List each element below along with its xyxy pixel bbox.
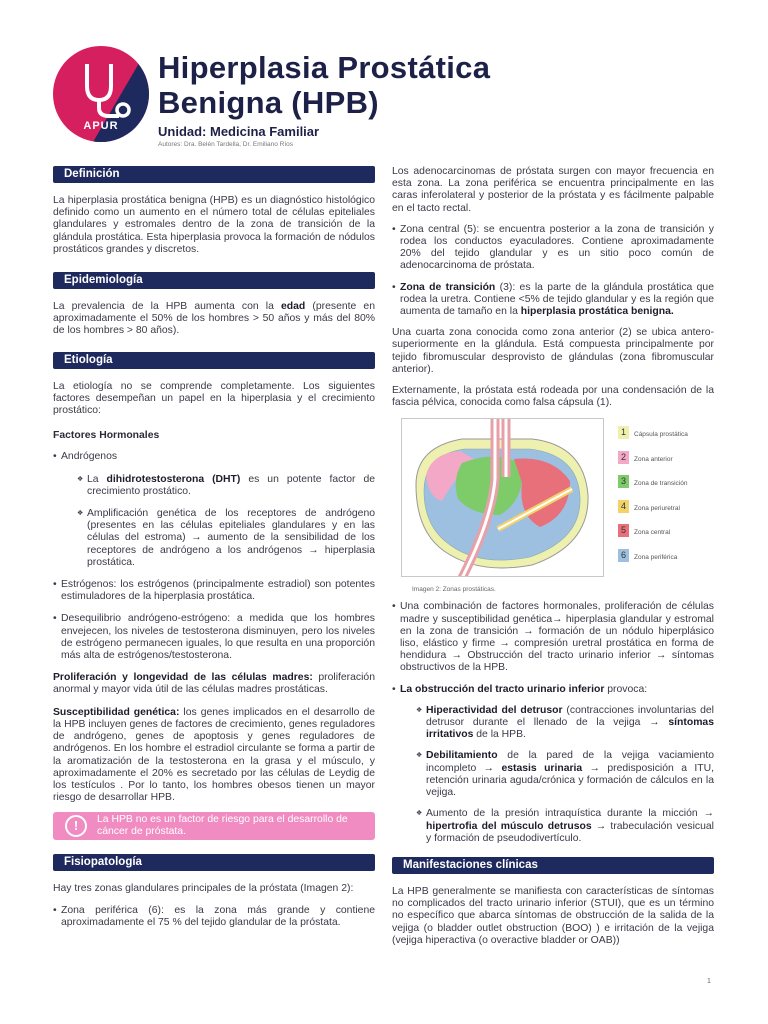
list-item-estrogenos: • Estrógenos: los estrógenos (principalmente estradiol) son potentes estimuladores de la hiperplasia prostática. bbox=[53, 579, 375, 603]
definicion-text: La hiperplasia prostática benigna (HPB) es un diagnóstico histológico definido como un aumento en el número total de células epiteliales glandulares y estromales dentro de la zona de transición de la glándula prostática. Esta hiperplasia provoca la formación de nódulos prostáticos grandes y discretos. bbox=[53, 195, 375, 255]
prostate-zones-figure: 1 Cápsula prostática 2 Zona anterior 3 Zona de transición 4 Zona periuretral 5 Zona central 6 Zona periférica Imagen 2: Zonas prostáticas. bbox=[392, 418, 714, 593]
page-title bbox=[158, 50, 490, 120]
capsula-text: Externamente, la próstata está rodeada por una condensación de la fascia pélvica, conocida como falsa cápsula (1). bbox=[392, 385, 714, 409]
factores-hormonales-heading: Factores Hormonales bbox=[53, 430, 160, 442]
list-item-dht: ❖ La dihidrotestosterona (DHT) es un potente factor de crecimiento prostático. bbox=[53, 474, 375, 498]
section-header-manifestaciones: Manifestaciones clínicas bbox=[392, 857, 714, 874]
list-item-zona-central: • Zona central (5): se encuentra posterior a la zona de transición y rodea los conductos eyaculadores. Contiene aproximadamente 20% del tejido glandular y es un sitio poco común de adenocarcinoma de próstata. bbox=[392, 224, 714, 273]
title-line-2: Benigna (HPB) bbox=[158, 85, 379, 120]
exclamation-icon: ! bbox=[65, 815, 87, 837]
apur-logo bbox=[53, 46, 149, 142]
adenocarcinomas-text: Los adenocarcinomas de próstata surgen con mayor frecuencia en esta zona. La zona periférica se encuentra principalmente en las caras inferolateral y posterior de la próstata y es fácilmente palpable en el tacto rectal. bbox=[392, 166, 714, 214]
epidemiologia-text: La prevalencia de la HPB aumenta con la edad (presente en aproximadamente el 50% de los hombres > 50 años y más del 80% de los hombres > 80 años). bbox=[53, 301, 375, 337]
proliferacion-text: Proliferación y longevidad de las células madres: proliferación anormal y mayor vida útil de las células madres prostáticas. bbox=[53, 672, 375, 696]
section-header-epidemiologia: Epidemiología bbox=[53, 272, 375, 289]
fisiopatologia-intro: Hay tres zonas glandulares principales de la próstata (Imagen 2): bbox=[53, 883, 354, 895]
alert-text: La HPB no es un factor de riesgo para el desarrollo de cáncer de próstata. bbox=[97, 814, 348, 838]
unit-label: Unidad: Medicina Familiar bbox=[158, 124, 320, 139]
section-header-fisiopatologia: Fisiopatología bbox=[53, 854, 375, 871]
alert-box bbox=[53, 812, 375, 840]
list-item-desequilibrio: • Desequilibrio andrógeno-estrógeno: a medida que los hombres envejecen, los niveles de testosterona disminuyen, pero los niveles de estrógeno permanecen iguales, lo que resulta en una proporción más alta de estrógenos/testosterona. bbox=[53, 613, 375, 662]
susceptibilidad-text: Susceptibilidad genética: los genes implicados en el desarrollo de la HPB incluyen genes de factores de crecimiento, genes reguladores de andrógeno, genes de apoptosis y genes reguladores de andrógenos. En los hombre el estradiol circulante se forma a partir de la aromatización de la testosterona en la grasa y el músculo, y aproximadamente el 20% es secretado por las células de Leydig de los testículos . Por lo tanto, los hombres obesos tienen un mayor riesgo de desarrollar HPB. bbox=[53, 706, 375, 804]
page-number: 1 bbox=[707, 978, 711, 985]
list-item-presion: ❖ Aumento de la presión intraquística durante la micción → hipertrofia del músculo detrusos → trabeculación vesicual y formación de pseudodivertículo. bbox=[392, 808, 714, 845]
section-header-etiologia: Etiología bbox=[53, 352, 375, 369]
cuarta-zona-text: Una cuarta zona conocida como zona anterior (2) se ubica antero-superiormente en la glándula. Está compuesta principalmente por tejido fibromuscular desprovisto de glándulas (zona fibromuscular anterior). bbox=[392, 327, 714, 375]
manifestaciones-text: La HPB generalmente se manifiesta con características de síntomas no complicados del tracto urinario inferior (STUI), que es un término no específico que abarca síntomas de obstrucción de la salida de la vejiga (o bladder outlet obstruction (BOO) ) e irritación de la vejiga (vejiga hiperactiva (o overactive bladder or OAB)) bbox=[392, 885, 714, 946]
etiologia-intro: La etiología no se comprende completamente. Los siguientes factores desempeñan un papel en la hiperplasia y el crecimiento prostático: bbox=[53, 380, 375, 417]
authors-label: Autores: Dra. Belén Tardella, Dr. Emiliano Ríos bbox=[158, 141, 293, 148]
section-header-definicion: Definición bbox=[53, 166, 375, 183]
list-item-androgenos: • Andrógenos bbox=[53, 451, 375, 463]
left-column bbox=[53, 166, 375, 929]
list-item-zona-periferica: • Zona periférica (6): es la zona más grande y contiene aproximadamente el 75 % del tejido glandular de la próstata. bbox=[53, 905, 375, 929]
list-item-zona-transicion: • Zona de transición (3): es la parte de la glándula prostática que rodea la uretra. Contiene <5% de tejido glandular y es la región que aumenta de tamaño en la hiperplasia prostática benigna. bbox=[392, 282, 714, 319]
logo-text: APUR bbox=[83, 120, 119, 132]
list-item-hiperactividad: ❖ Hiperactividad del detrusor (contracciones involuntarias del detrusor durante el llenado de la vejiga → síntomas irritativos de la HPB. bbox=[392, 705, 714, 742]
title-line-1: Hiperplasia Prostática bbox=[158, 50, 491, 85]
list-item-combinacion: • Una combinación de factores hormonales, proliferación de células madre y susceptibilidad genética→ hiperplasia glandular y estromal en la zona de transición → formación de un nódulo hiperplásico liso, elástico y firme → compresión uretral prostática en forma de hendidura → Obstrucción del tracto urinario inferior → síntomas obstructivos de la HPB. bbox=[392, 601, 714, 674]
list-item-obstruccion: • La obstrucción del tracto urinario inferior provoca: bbox=[392, 684, 714, 696]
right-column bbox=[392, 166, 714, 947]
list-item-debilitamiento: ❖ Debilitamiento de la pared de la vejiga vaciamiento incompleto → estasis urinaria → predisposición a ITU, retención urinaria aguda/crónica y formación de cálculos en la vejiga. bbox=[392, 750, 714, 799]
list-item-amplificacion: ❖ Amplificación genética de los receptores de andrógeno (presentes en las células epiteliales glandulares y en las células del estroma) → aumento de la sensibilidad de los receptores de andrógeno a los andrógenos → hiperplasia prostática. bbox=[53, 508, 375, 569]
figure-caption: Imagen 2: Zonas prostáticas. bbox=[412, 586, 496, 594]
prostate-diagram bbox=[401, 418, 604, 577]
